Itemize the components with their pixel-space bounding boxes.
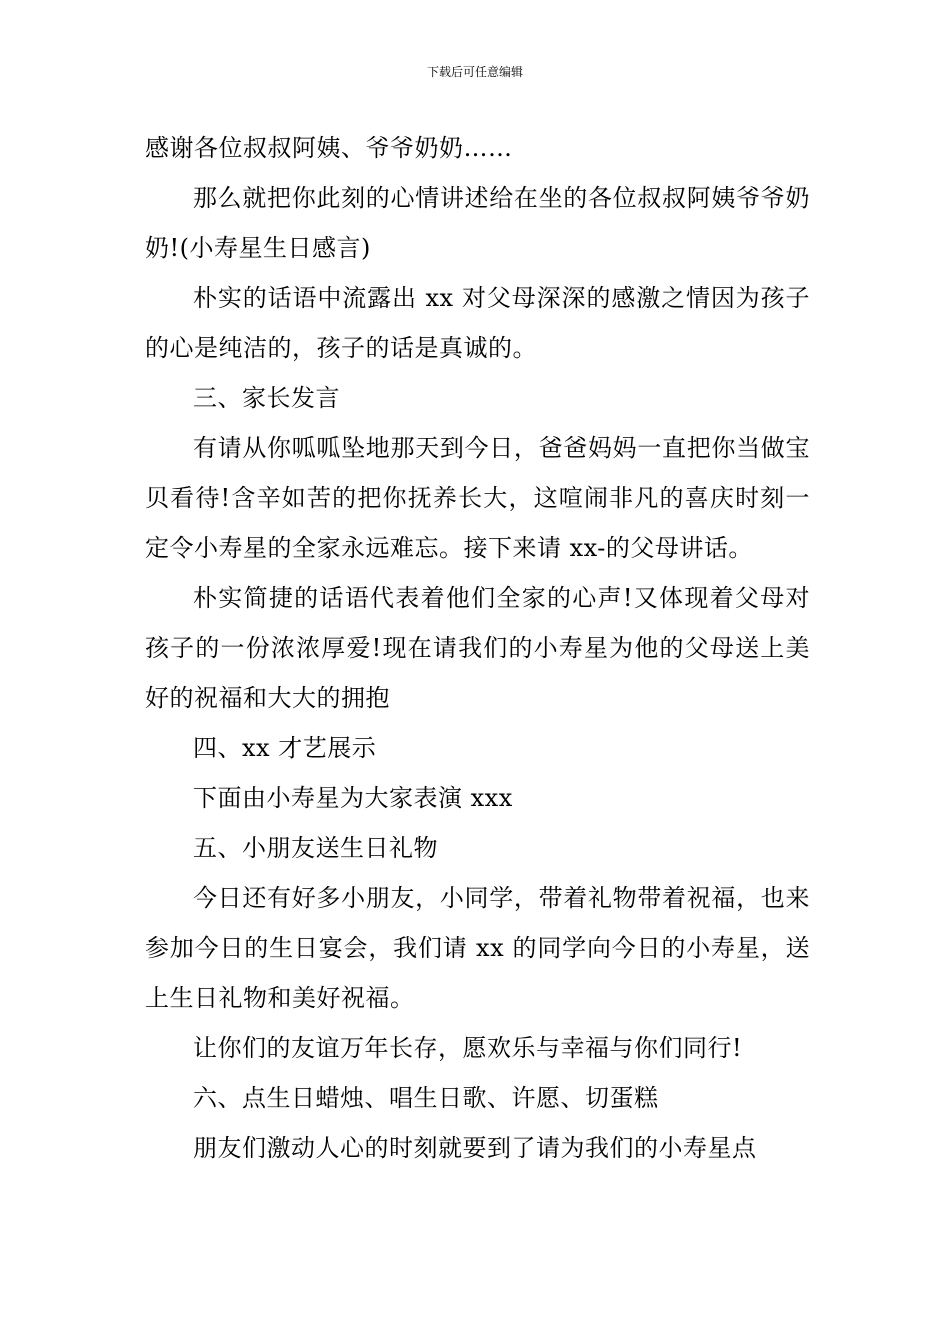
- paragraph-performance: 下面由小寿星为大家表演 xxx: [193, 784, 513, 812]
- section-heading-candles-cake: 六、点生日蜡烛、唱生日歌、许愿、切蛋糕: [193, 1084, 659, 1112]
- section-heading-parents-speech: 三、家长发言: [193, 384, 340, 412]
- section-heading-talent-show: 四、xx 才艺展示: [193, 734, 377, 762]
- paragraph-family-voice: 朴实简捷的话语代表着他们全家的心声!又体现着父母对孩子的一份浓浓厚爱!现在请我们的小寿星为他的父母送上美好的祝福和大大的拥抱: [145, 584, 810, 712]
- page-header: 下载后可任意编辑: [426, 65, 523, 79]
- paragraph-friends-gifts: 今日还有好多小朋友，小同学，带着礼物带着祝福，也来参加今日的生日宴会，我们请 xx 的同学向今日的小寿星，送上生日礼物和美好祝福。: [145, 884, 810, 1012]
- paragraph-share-feelings: 那么就把你此刻的心情讲述给在坐的各位叔叔阿姨爷爷奶奶!(小寿星生日感言): [145, 184, 810, 262]
- paragraph-parents-intro: 有请从你呱呱坠地那天到今日，爸爸妈妈一直把你当做宝贝看待!含辛如苦的把你抚养长大，这喧闹非凡的喜庆时刻一定令小寿星的全家永远难忘。接下来请 xx-的父母讲话。: [145, 434, 810, 562]
- paragraph-exciting-moment: 朋友们激动人心的时刻就要到了请为我们的小寿星点: [193, 1134, 757, 1162]
- paragraph-gratitude: 朴实的话语中流露出 xx 对父母深深的感激之情因为孩子的心是纯洁的，孩子的话是真诚的。: [145, 284, 810, 362]
- document-body: [145, 123, 810, 1173]
- section-heading-gifts: 五、小朋友送生日礼物: [193, 834, 438, 862]
- paragraph-friendship: 让你们的友谊万年长存，愿欢乐与幸福与你们同行!: [193, 1034, 743, 1062]
- paragraph-thanks: 感谢各位叔叔阿姨、爷爷奶奶……: [145, 134, 513, 162]
